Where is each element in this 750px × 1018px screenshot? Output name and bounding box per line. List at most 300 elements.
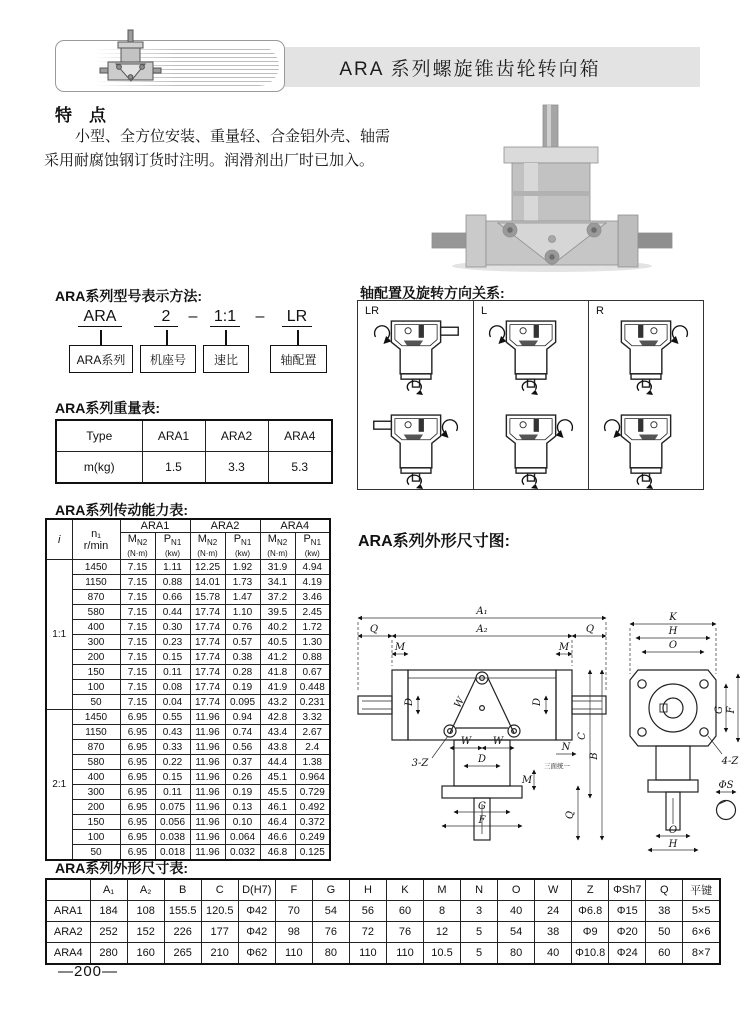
value-cell: 14.01 xyxy=(190,575,225,590)
svg-text:G: G xyxy=(478,801,486,812)
dim-cell: 12 xyxy=(423,922,460,943)
dim-cell: 80 xyxy=(498,943,535,965)
value-cell: 0.43 xyxy=(155,725,190,740)
value-cell: 15.78 xyxy=(190,590,225,605)
value-cell: 0.964 xyxy=(295,770,330,785)
logo-box xyxy=(55,40,285,92)
value-cell: 0.13 xyxy=(225,800,260,815)
dim-cell: 40 xyxy=(498,901,535,922)
shaft-cell-r xyxy=(588,301,703,395)
features-line2: 采用耐腐蚀钢订货时注明。润滑剂出厂时已加入。 xyxy=(44,152,375,169)
value-cell: 43.8 xyxy=(260,740,295,755)
dim-cell: 80 xyxy=(312,943,349,965)
gearbox-schematic-icon xyxy=(365,401,467,489)
value-cell: 0.10 xyxy=(225,815,260,830)
value-cell: 1.11 xyxy=(155,560,190,575)
capacity-table-body xyxy=(46,560,330,861)
capacity-table xyxy=(45,518,331,861)
value-cell: 43.4 xyxy=(260,725,295,740)
dim-figure-heading: ARA系列外形尺寸图: xyxy=(358,533,510,550)
svg-text:F: F xyxy=(726,706,737,714)
sub-header-pn1: $P_{N1}$ (kw) xyxy=(295,533,330,560)
dim-cell: 5 xyxy=(461,943,498,965)
dim-col-header: Q xyxy=(646,879,683,901)
dim-row xyxy=(46,943,720,965)
dim-cell: 38 xyxy=(535,922,572,943)
value-cell: 6.95 xyxy=(120,770,155,785)
value-cell: 0.095 xyxy=(225,695,260,710)
dim-cell: 54 xyxy=(498,922,535,943)
shaft-cell-r2 xyxy=(588,395,703,489)
dim-cell: 70 xyxy=(275,901,312,922)
value-cell: 39.5 xyxy=(260,605,295,620)
dim-cell: 38 xyxy=(646,901,683,922)
value-cell: 46.4 xyxy=(260,815,295,830)
dim-cell: 98 xyxy=(275,922,312,943)
weight-header-row xyxy=(56,420,332,452)
dim-cell: Φ15 xyxy=(609,901,646,922)
value-cell: 6.95 xyxy=(120,815,155,830)
value-cell: 0.22 xyxy=(155,755,190,770)
svg-text:M: M xyxy=(558,642,570,653)
dim-cell: 60 xyxy=(386,901,423,922)
value-cell: 0.23 xyxy=(155,635,190,650)
ratio-cell: 2:1 xyxy=(46,710,72,861)
rpm-cell: 200 xyxy=(72,650,120,665)
designation-diagram xyxy=(60,308,340,378)
weight-col-header: ARA1 xyxy=(142,420,205,452)
value-cell: 0.76 xyxy=(225,620,260,635)
weight-value-row xyxy=(56,452,332,484)
value-cell: 11.96 xyxy=(190,815,225,830)
rpm-cell: 580 xyxy=(72,755,120,770)
dim-col-header: O xyxy=(498,879,535,901)
dim-cell: 110 xyxy=(275,943,312,965)
capacity-row xyxy=(46,560,330,575)
dim-row-header: ARA2 xyxy=(46,922,90,943)
value-cell: 42.8 xyxy=(260,710,295,725)
value-cell: 0.67 xyxy=(295,665,330,680)
dim-col-header: G xyxy=(312,879,349,901)
shaft-config-heading: 轴配置及旋转方向关系: xyxy=(360,285,505,301)
dim-row-header: ARA1 xyxy=(46,901,90,922)
value-cell: 0.88 xyxy=(155,575,190,590)
rpm-cell: 870 xyxy=(72,590,120,605)
value-cell: 4.19 xyxy=(295,575,330,590)
weight-heading: ARA系列重量表: xyxy=(55,400,160,416)
capacity-row xyxy=(46,785,330,800)
value-cell: 6.95 xyxy=(120,845,155,861)
sub-header-mn2: $M_{N2}$ (N·m) xyxy=(120,533,155,560)
value-cell: 17.74 xyxy=(190,695,225,710)
dim-cell: 210 xyxy=(201,943,238,965)
dim-table xyxy=(45,878,721,965)
sub-header-mn2: $M_{N2}$ (N·m) xyxy=(260,533,295,560)
value-cell: 0.038 xyxy=(155,830,190,845)
shaft-cell-label: L xyxy=(481,305,488,317)
capacity-row xyxy=(46,635,330,650)
value-cell: 7.15 xyxy=(120,680,155,695)
connector-line xyxy=(166,330,168,345)
capacity-row xyxy=(46,680,330,695)
value-cell: 12.25 xyxy=(190,560,225,575)
svg-text:Q: Q xyxy=(565,810,576,820)
value-cell: 11.96 xyxy=(190,800,225,815)
weight-table xyxy=(55,419,333,484)
value-cell: 1.72 xyxy=(295,620,330,635)
dim-cell: Φ42 xyxy=(238,922,275,943)
dim-cell: 8 xyxy=(423,901,460,922)
value-cell: 45.5 xyxy=(260,785,295,800)
value-cell: 0.08 xyxy=(155,680,190,695)
svg-text:Q: Q xyxy=(585,624,595,635)
svg-text:三面统一: 三面统一 xyxy=(544,763,570,770)
weight-value: 3.3 xyxy=(205,452,268,484)
dash-1: – xyxy=(188,308,198,325)
value-cell: 0.018 xyxy=(155,845,190,861)
value-cell: 0.125 xyxy=(295,845,330,861)
value-cell: 3.46 xyxy=(295,590,330,605)
svg-text:W: W xyxy=(492,736,504,747)
dim-cell: 10.5 xyxy=(423,943,460,965)
dim-cell: 76 xyxy=(386,922,423,943)
value-cell: 17.74 xyxy=(190,635,225,650)
page-number: —200— xyxy=(58,963,119,980)
value-cell: 7.15 xyxy=(120,590,155,605)
value-cell: 0.249 xyxy=(295,830,330,845)
svg-text:W: W xyxy=(452,695,468,710)
value-cell: 11.96 xyxy=(190,785,225,800)
value-cell: 7.15 xyxy=(120,605,155,620)
connector-line xyxy=(225,330,227,345)
shaft-cell-l2 xyxy=(473,395,588,489)
group-header-ara1: ARA1 xyxy=(120,519,190,533)
svg-text:M: M xyxy=(521,775,533,786)
value-cell: 6.95 xyxy=(120,830,155,845)
rpm-cell: 400 xyxy=(72,770,120,785)
code-shaft: LR xyxy=(282,308,312,327)
svg-text:4-Z: 4-Z xyxy=(721,756,739,767)
dim-cell: 160 xyxy=(127,943,164,965)
dim-col-header: K xyxy=(386,879,423,901)
value-cell: 2.45 xyxy=(295,605,330,620)
dim-cell: 72 xyxy=(349,922,386,943)
value-cell: 1.92 xyxy=(225,560,260,575)
value-cell: 7.15 xyxy=(120,560,155,575)
shaft-config-grid xyxy=(357,300,704,490)
value-cell: 0.30 xyxy=(155,620,190,635)
capacity-row xyxy=(46,665,330,680)
rpm-cell: 300 xyxy=(72,635,120,650)
rpm-cell: 870 xyxy=(72,740,120,755)
dim-cell: 265 xyxy=(164,943,201,965)
svg-text:3-Z: 3-Z xyxy=(411,758,429,769)
value-cell: 3.32 xyxy=(295,710,330,725)
value-cell: 1.47 xyxy=(225,590,260,605)
svg-text:A₁: A₁ xyxy=(476,606,488,617)
dim-col-header: A₁ xyxy=(90,879,127,901)
svg-text:ΦS: ΦS xyxy=(718,780,734,791)
rpm-cell: 50 xyxy=(72,845,120,861)
value-cell: 0.44 xyxy=(155,605,190,620)
dim-cell: 24 xyxy=(535,901,572,922)
value-cell: 7.15 xyxy=(120,665,155,680)
weight-value: 5.3 xyxy=(268,452,332,484)
capacity-heading: ARA系列传动能力表: xyxy=(55,502,188,518)
value-cell: 0.88 xyxy=(295,650,330,665)
value-cell: 0.075 xyxy=(155,800,190,815)
dim-table-body xyxy=(46,901,720,965)
value-cell: 11.96 xyxy=(190,725,225,740)
value-cell: 7.15 xyxy=(120,635,155,650)
dim-cell: Φ9 xyxy=(572,922,609,943)
value-cell: 45.1 xyxy=(260,770,295,785)
dim-row xyxy=(46,922,720,943)
svg-text:D: D xyxy=(477,754,487,765)
dim-cell: 120.5 xyxy=(201,901,238,922)
value-cell: 0.056 xyxy=(155,815,190,830)
value-cell: 0.37 xyxy=(225,755,260,770)
svg-text:W: W xyxy=(460,736,472,747)
value-cell: 41.9 xyxy=(260,680,295,695)
dim-col-header: D(H7) xyxy=(238,879,275,901)
rpm-cell: 1450 xyxy=(72,710,120,725)
connector-line xyxy=(100,330,102,345)
sub-header-pn1: $P_{N1}$ (kw) xyxy=(155,533,190,560)
value-cell: 0.56 xyxy=(225,740,260,755)
value-cell: 43.2 xyxy=(260,695,295,710)
capacity-row xyxy=(46,695,330,710)
gearbox-schematic-icon xyxy=(595,401,697,489)
svg-text:K: K xyxy=(669,612,677,623)
capacity-row xyxy=(46,620,330,635)
label-box-shaft: 轴配置 xyxy=(270,345,327,373)
svg-text:O: O xyxy=(668,640,678,651)
rpm-cell: 300 xyxy=(72,785,120,800)
code-ratio: 1:1 xyxy=(210,308,240,327)
value-cell: 6.95 xyxy=(120,785,155,800)
dim-cell: 280 xyxy=(90,943,127,965)
value-cell: 6.95 xyxy=(120,725,155,740)
dim-col-header: H xyxy=(349,879,386,901)
label-box-frame: 机座号 xyxy=(140,345,196,373)
capacity-row xyxy=(46,800,330,815)
code-series: ARA xyxy=(78,308,122,327)
value-cell: 17.74 xyxy=(190,650,225,665)
gearbox-logo-icon xyxy=(96,28,166,94)
value-cell: 6.95 xyxy=(120,740,155,755)
dim-cell: 5×5 xyxy=(683,901,720,922)
weight-col-header: ARA4 xyxy=(268,420,332,452)
value-cell: 0.66 xyxy=(155,590,190,605)
gearbox-schematic-icon xyxy=(365,307,467,395)
value-cell: 0.57 xyxy=(225,635,260,650)
value-cell: 7.15 xyxy=(120,620,155,635)
svg-text:H: H xyxy=(668,626,678,637)
value-cell: 0.28 xyxy=(225,665,260,680)
connector-line xyxy=(297,330,299,345)
dim-row-header: ARA4 xyxy=(46,943,90,965)
dim-col-header: A₂ xyxy=(127,879,164,901)
dim-cell: 226 xyxy=(164,922,201,943)
value-cell: 0.04 xyxy=(155,695,190,710)
value-cell: 46.1 xyxy=(260,800,295,815)
value-cell: 46.6 xyxy=(260,830,295,845)
weight-value: 1.5 xyxy=(142,452,205,484)
ratio-cell: 1:1 xyxy=(46,560,72,710)
svg-text:D: D xyxy=(404,697,415,707)
dim-cell: 76 xyxy=(312,922,349,943)
value-cell: 17.74 xyxy=(190,680,225,695)
capacity-row xyxy=(46,590,330,605)
value-cell: 17.74 xyxy=(190,620,225,635)
value-cell: 6.95 xyxy=(120,710,155,725)
value-cell: 0.448 xyxy=(295,680,330,695)
dim-cell: 6×6 xyxy=(683,922,720,943)
rpm-cell: 1450 xyxy=(72,560,120,575)
svg-text:M: M xyxy=(394,642,406,653)
svg-text:H: H xyxy=(668,839,678,850)
value-cell: 7.15 xyxy=(120,695,155,710)
dim-cell: 50 xyxy=(646,922,683,943)
dim-cell: 108 xyxy=(127,901,164,922)
label-box-ratio: 速比 xyxy=(203,345,249,373)
value-cell: 7.15 xyxy=(120,575,155,590)
value-cell: 0.19 xyxy=(225,680,260,695)
rpm-cell: 150 xyxy=(72,815,120,830)
gearbox-schematic-icon xyxy=(595,307,697,395)
value-cell: 11.96 xyxy=(190,770,225,785)
capacity-row xyxy=(46,815,330,830)
dim-cell: 252 xyxy=(90,922,127,943)
value-cell: 1.30 xyxy=(295,635,330,650)
dim-col-header: N xyxy=(461,879,498,901)
capacity-row xyxy=(46,770,330,785)
value-cell: 37.2 xyxy=(260,590,295,605)
dimension-drawing-front xyxy=(352,578,614,864)
dim-col-header: 平键 xyxy=(683,879,720,901)
svg-text:O: O xyxy=(668,825,678,836)
dim-cell: 56 xyxy=(349,901,386,922)
capacity-row xyxy=(46,725,330,740)
capacity-row xyxy=(46,830,330,845)
weight-col-header: Type xyxy=(56,420,142,452)
value-cell: 11.96 xyxy=(190,845,225,861)
dim-cell: 110 xyxy=(386,943,423,965)
dim-col-header: Z xyxy=(572,879,609,901)
dim-cell: 3 xyxy=(461,901,498,922)
value-cell: 0.19 xyxy=(225,785,260,800)
gearbox-schematic-icon xyxy=(480,401,582,489)
dim-cell: Φ42 xyxy=(238,901,275,922)
dim-cell: 177 xyxy=(201,922,238,943)
shaft-cell-label: R xyxy=(596,305,604,317)
dim-cell: 5 xyxy=(461,922,498,943)
weight-col-header: ARA2 xyxy=(205,420,268,452)
value-cell: 41.8 xyxy=(260,665,295,680)
dim-cell: Φ6.8 xyxy=(572,901,609,922)
value-cell: 0.372 xyxy=(295,815,330,830)
shaft-cell-l xyxy=(473,301,588,395)
n1-symbol: n₁ xyxy=(91,527,101,540)
dim-col-header: M xyxy=(423,879,460,901)
value-cell: 0.55 xyxy=(155,710,190,725)
svg-text:N: N xyxy=(561,742,571,753)
dim-table-heading: ARA系列外形尺寸表: xyxy=(55,860,188,876)
dim-col-header: W xyxy=(535,879,572,901)
page-title: ARA 系列螺旋锥齿轮转向箱 xyxy=(339,58,601,80)
value-cell: 31.9 xyxy=(260,560,295,575)
code-frame-size: 2 xyxy=(154,308,178,327)
value-cell: 0.032 xyxy=(225,845,260,861)
value-cell: 11.96 xyxy=(190,710,225,725)
value-cell: 0.26 xyxy=(225,770,260,785)
value-cell: 17.74 xyxy=(190,605,225,620)
sub-header-pn1: $P_{N1}$ (kw) xyxy=(225,533,260,560)
value-cell: 7.15 xyxy=(120,650,155,665)
value-cell: 44.4 xyxy=(260,755,295,770)
dim-cell: 184 xyxy=(90,901,127,922)
svg-text:Q: Q xyxy=(369,624,379,635)
label-box-series: ARA系列 xyxy=(69,345,133,373)
value-cell: 0.15 xyxy=(155,770,190,785)
dim-table-head-row xyxy=(46,879,720,901)
capacity-row xyxy=(46,650,330,665)
capacity-row xyxy=(46,755,330,770)
svg-text:C: C xyxy=(577,732,588,740)
value-cell: 0.064 xyxy=(225,830,260,845)
dim-col-header xyxy=(46,879,90,901)
rpm-cell: 580 xyxy=(72,605,120,620)
dim-col-header: B xyxy=(164,879,201,901)
value-cell: 0.94 xyxy=(225,710,260,725)
value-cell: 40.5 xyxy=(260,635,295,650)
dim-col-header: ΦSh7 xyxy=(609,879,646,901)
capacity-row xyxy=(46,740,330,755)
value-cell: 2.4 xyxy=(295,740,330,755)
group-header-ara4: ARA4 xyxy=(260,519,330,533)
dim-cell: 152 xyxy=(127,922,164,943)
value-cell: 11.96 xyxy=(190,740,225,755)
value-cell: 11.96 xyxy=(190,755,225,770)
value-cell: 0.11 xyxy=(155,665,190,680)
gearbox-schematic-icon xyxy=(480,307,582,395)
rpm-cell: 100 xyxy=(72,830,120,845)
col-header-i: i xyxy=(46,519,72,560)
dim-col-header: F xyxy=(275,879,312,901)
shaft-cell-label: LR xyxy=(365,305,380,317)
value-cell: 0.33 xyxy=(155,740,190,755)
dim-col-header: C xyxy=(201,879,238,901)
svg-text:G: G xyxy=(714,706,725,714)
rpm-cell: 50 xyxy=(72,695,120,710)
shaft-cell-lr2 xyxy=(358,395,473,489)
value-cell: 6.95 xyxy=(120,755,155,770)
dim-cell: Φ62 xyxy=(238,943,275,965)
dash-2: – xyxy=(255,308,265,325)
weight-row-label: m(kg) xyxy=(56,452,142,484)
value-cell: 1.73 xyxy=(225,575,260,590)
product-photo xyxy=(428,103,676,275)
dim-cell: 110 xyxy=(349,943,386,965)
dim-cell: 155.5 xyxy=(164,901,201,922)
value-cell: 1.10 xyxy=(225,605,260,620)
value-cell: 40.2 xyxy=(260,620,295,635)
sub-header-mn2: $M_{N2}$ (N·m) xyxy=(190,533,225,560)
dim-cell: Φ24 xyxy=(609,943,646,965)
value-cell: 0.38 xyxy=(225,650,260,665)
svg-text:A₂: A₂ xyxy=(476,624,488,635)
